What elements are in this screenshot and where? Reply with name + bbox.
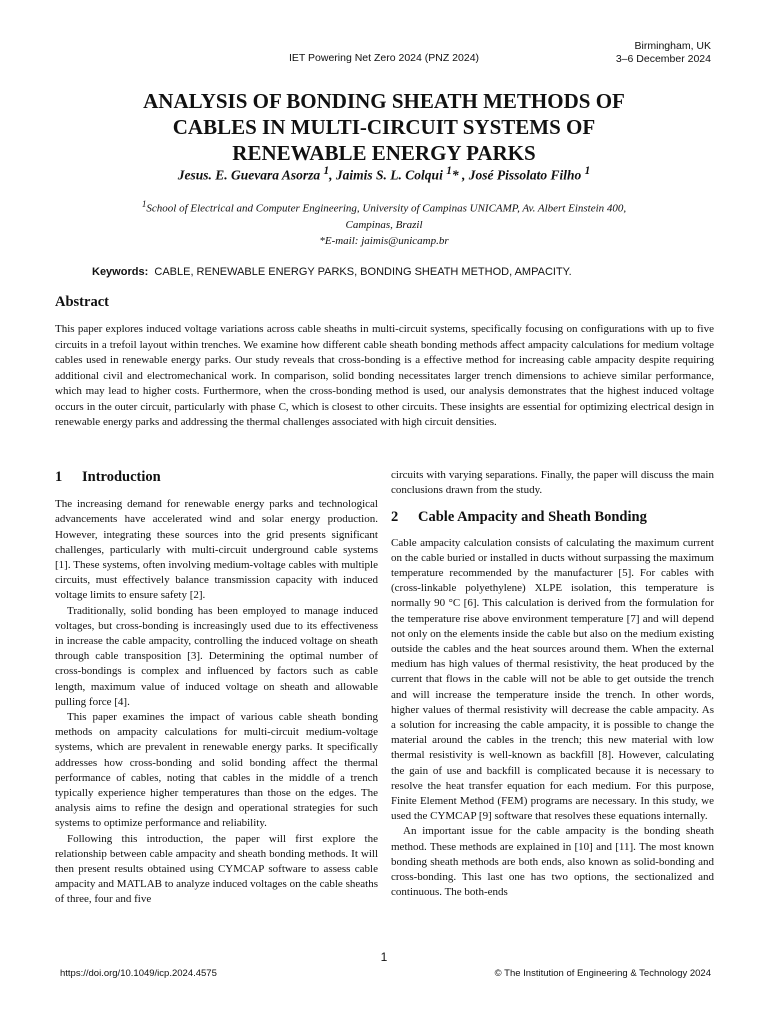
- author-3: José Pissolato Filho: [468, 167, 585, 183]
- corresponding-mark: * ,: [451, 167, 469, 183]
- paragraph: Following this introduction, the paper will first explore the relationship between cable ampacity and sheath bonding methods. It will then present results obtained using CYMCAP software to assess cable ampacity and MATLAB to analyze induced voltages on the cable sheaths of three, four and five: [55, 832, 378, 906]
- keywords-text: CABLE, RENEWABLE ENERGY PARKS, BONDING SHEATH METHOD, AMPACITY.: [154, 266, 572, 278]
- author-list: [0, 165, 768, 184]
- copyright: © The Institution of Engineering & Technology 2024: [494, 968, 711, 979]
- section-1-number: 1: [55, 469, 63, 485]
- left-column: [55, 468, 378, 908]
- abstract-heading: Abstract: [55, 294, 109, 310]
- location-city: Birmingham, UK: [634, 40, 711, 52]
- paragraph: The increasing demand for renewable energy parks and technological advancements have accelerated wind and solar energy production. However, integrating these sources into the grid presents significant challenges, particularly with multi-circuit underground cable systems [1]. These systems, often involving medium-voltage cables with multiple circuits, must effectively balance transmission capacity with induced voltage limits to ensure safety [2].: [55, 498, 378, 602]
- author-2-affil: 1: [446, 165, 452, 177]
- paragraph: This paper examines the impact of various cable sheath bonding methods on ampacity calculations for multi-circuit medium-voltage systems, which are prevalent in renewable energy parks. It specifically addresses how cross-bonding and solid bonding affect the thermal performance of cables, noting that cables in the middle of a trench typically experience higher temperatures than those on the edges. The analysis aims to refine the design and operational strategies for such systems to optimize performance and reliability.: [55, 711, 378, 830]
- paper-title: [60, 88, 708, 166]
- author-1: Jesus. E. Guevara Asorza: [177, 167, 324, 183]
- author-1-affil: 1: [323, 165, 330, 177]
- affiliation-line-1: School of Electrical and Computer Engineering, University of Campinas UNICAMP, Av. Albert Einstein 400,: [146, 202, 627, 215]
- title-line-3: RENEWABLE ENERGY PARKS: [232, 141, 536, 165]
- affiliation: [60, 196, 708, 249]
- conference-name: IET Powering Net Zero 2024 (PNZ 2024): [288, 52, 480, 64]
- section-1-title: Introduction: [82, 469, 161, 485]
- paragraph: An important issue for the cable ampacity is the bonding sheath method. These methods are explained in [10] and [11]. The most known bonding sheath methods are both ends, also known as solid-bonding and cross-bonding. This last one has two options, the sectionalized and continuous. The both-ends: [391, 825, 714, 899]
- section-1-heading: [55, 470, 378, 485]
- affiliation-line-2: Campinas, Brazil: [345, 218, 423, 231]
- author-3-affil: 1: [584, 165, 591, 177]
- section-2-heading: [391, 510, 714, 525]
- section-2-title: Cable Ampacity and Sheath Bonding: [418, 509, 647, 526]
- paragraph: Traditionally, solid bonding has been employed to manage induced voltages, but cross-bonding is increasingly used due to its effectiveness in increase the cable ampacity, controlling the induced voltage on sheath through cable transposition [3]. Determining the optimal number of cross-bondings is complex and influenced by factors such as cable length, maximum value of induced voltage on sheath and allowable pulling force [4].: [55, 604, 378, 708]
- affiliation-mark: 1: [141, 199, 147, 209]
- abstract-text: This paper explores induced voltage variations across cable sheaths in multi-circuit systems, specifically focusing on configurations with up to five circuits in a trefoil layout within trenches. We examine how different cable sheath bonding methods affect ampacity calculations for medium voltage cables used in renewable energy parks. Our study reveals that cross-bonding is a effective method for increasing cable ampacity despite requiring additional civil and electromechanical work. In comparison, solid bonding necessitates larger trench dimensions to achieve similar performance, which may lead to higher costs. Furthermore, when the cross-bonding method is used, our analysis demonstrates that the highest induced voltage occurs in the outer circuit, particularly with phase C, which is closest to other circuits. These insights are essential for optimizing electrical design in renewable energy parks and addressing the thermal challenges associated with high circuit densities.: [55, 323, 714, 428]
- page-number: 1: [380, 950, 388, 964]
- paragraph: Cable ampacity calculation consists of calculating the maximum current on the cable buried or installed in ducts without surpassing the maximum temperature recommended by the manufacturer [5]. For cables with (cross-linkable polyethylene) XLPE isolation, this temperature is normally 90 °C [6]. This calculation is derived from the formulation for the temperature rise above environment temperature [7] and will depend not only on the elements inside the cable but also on the medium existing outside the cables and the heat sources around them. When the external medium has high values of thermal resistivity, the heat produced by the current that flows in the cable will not be able to get outside the trench and will increase the temperature inside the trench. In other words, higher values of thermal resistivity will decrease the cable ampacity. As a solution for increasing the cable ampacity, it is possible to change the material around the cables in the trench; this new material with low thermal resistivity is well-known as backfill [8]. However, calculating the gain of use and backfill is complicated because it is necessary to resolve the heat transfer equation for each medium. For this purpose, Finite Element Method (FEM) programs are necessary. In this study, we used the CYMCAP [9] software that resolves these equations internally.: [391, 536, 714, 823]
- doi-link[interactable]: https://doi.org/10.1049/icp.2024.4575: [60, 968, 217, 979]
- keywords-label: Keywords:: [92, 266, 149, 278]
- author-2: , Jaimis S. L. Colqui: [329, 167, 447, 183]
- corresponding-email[interactable]: *E-mail: jaimis@unicamp.br: [319, 234, 449, 247]
- right-column: [391, 468, 714, 900]
- keywords: [92, 266, 572, 278]
- conference-dates: 3–6 December 2024: [615, 53, 711, 65]
- title-line-2: CABLES IN MULTI-CIRCUIT SYSTEMS OF: [172, 115, 596, 139]
- paragraph-continuation: circuits with varying separations. Finally, the paper will discuss the main conclusions drawn from the study.: [391, 469, 714, 497]
- title-line-1: ANALYSIS OF BONDING SHEATH METHODS OF: [143, 89, 625, 113]
- section-2-number: 2: [391, 509, 399, 526]
